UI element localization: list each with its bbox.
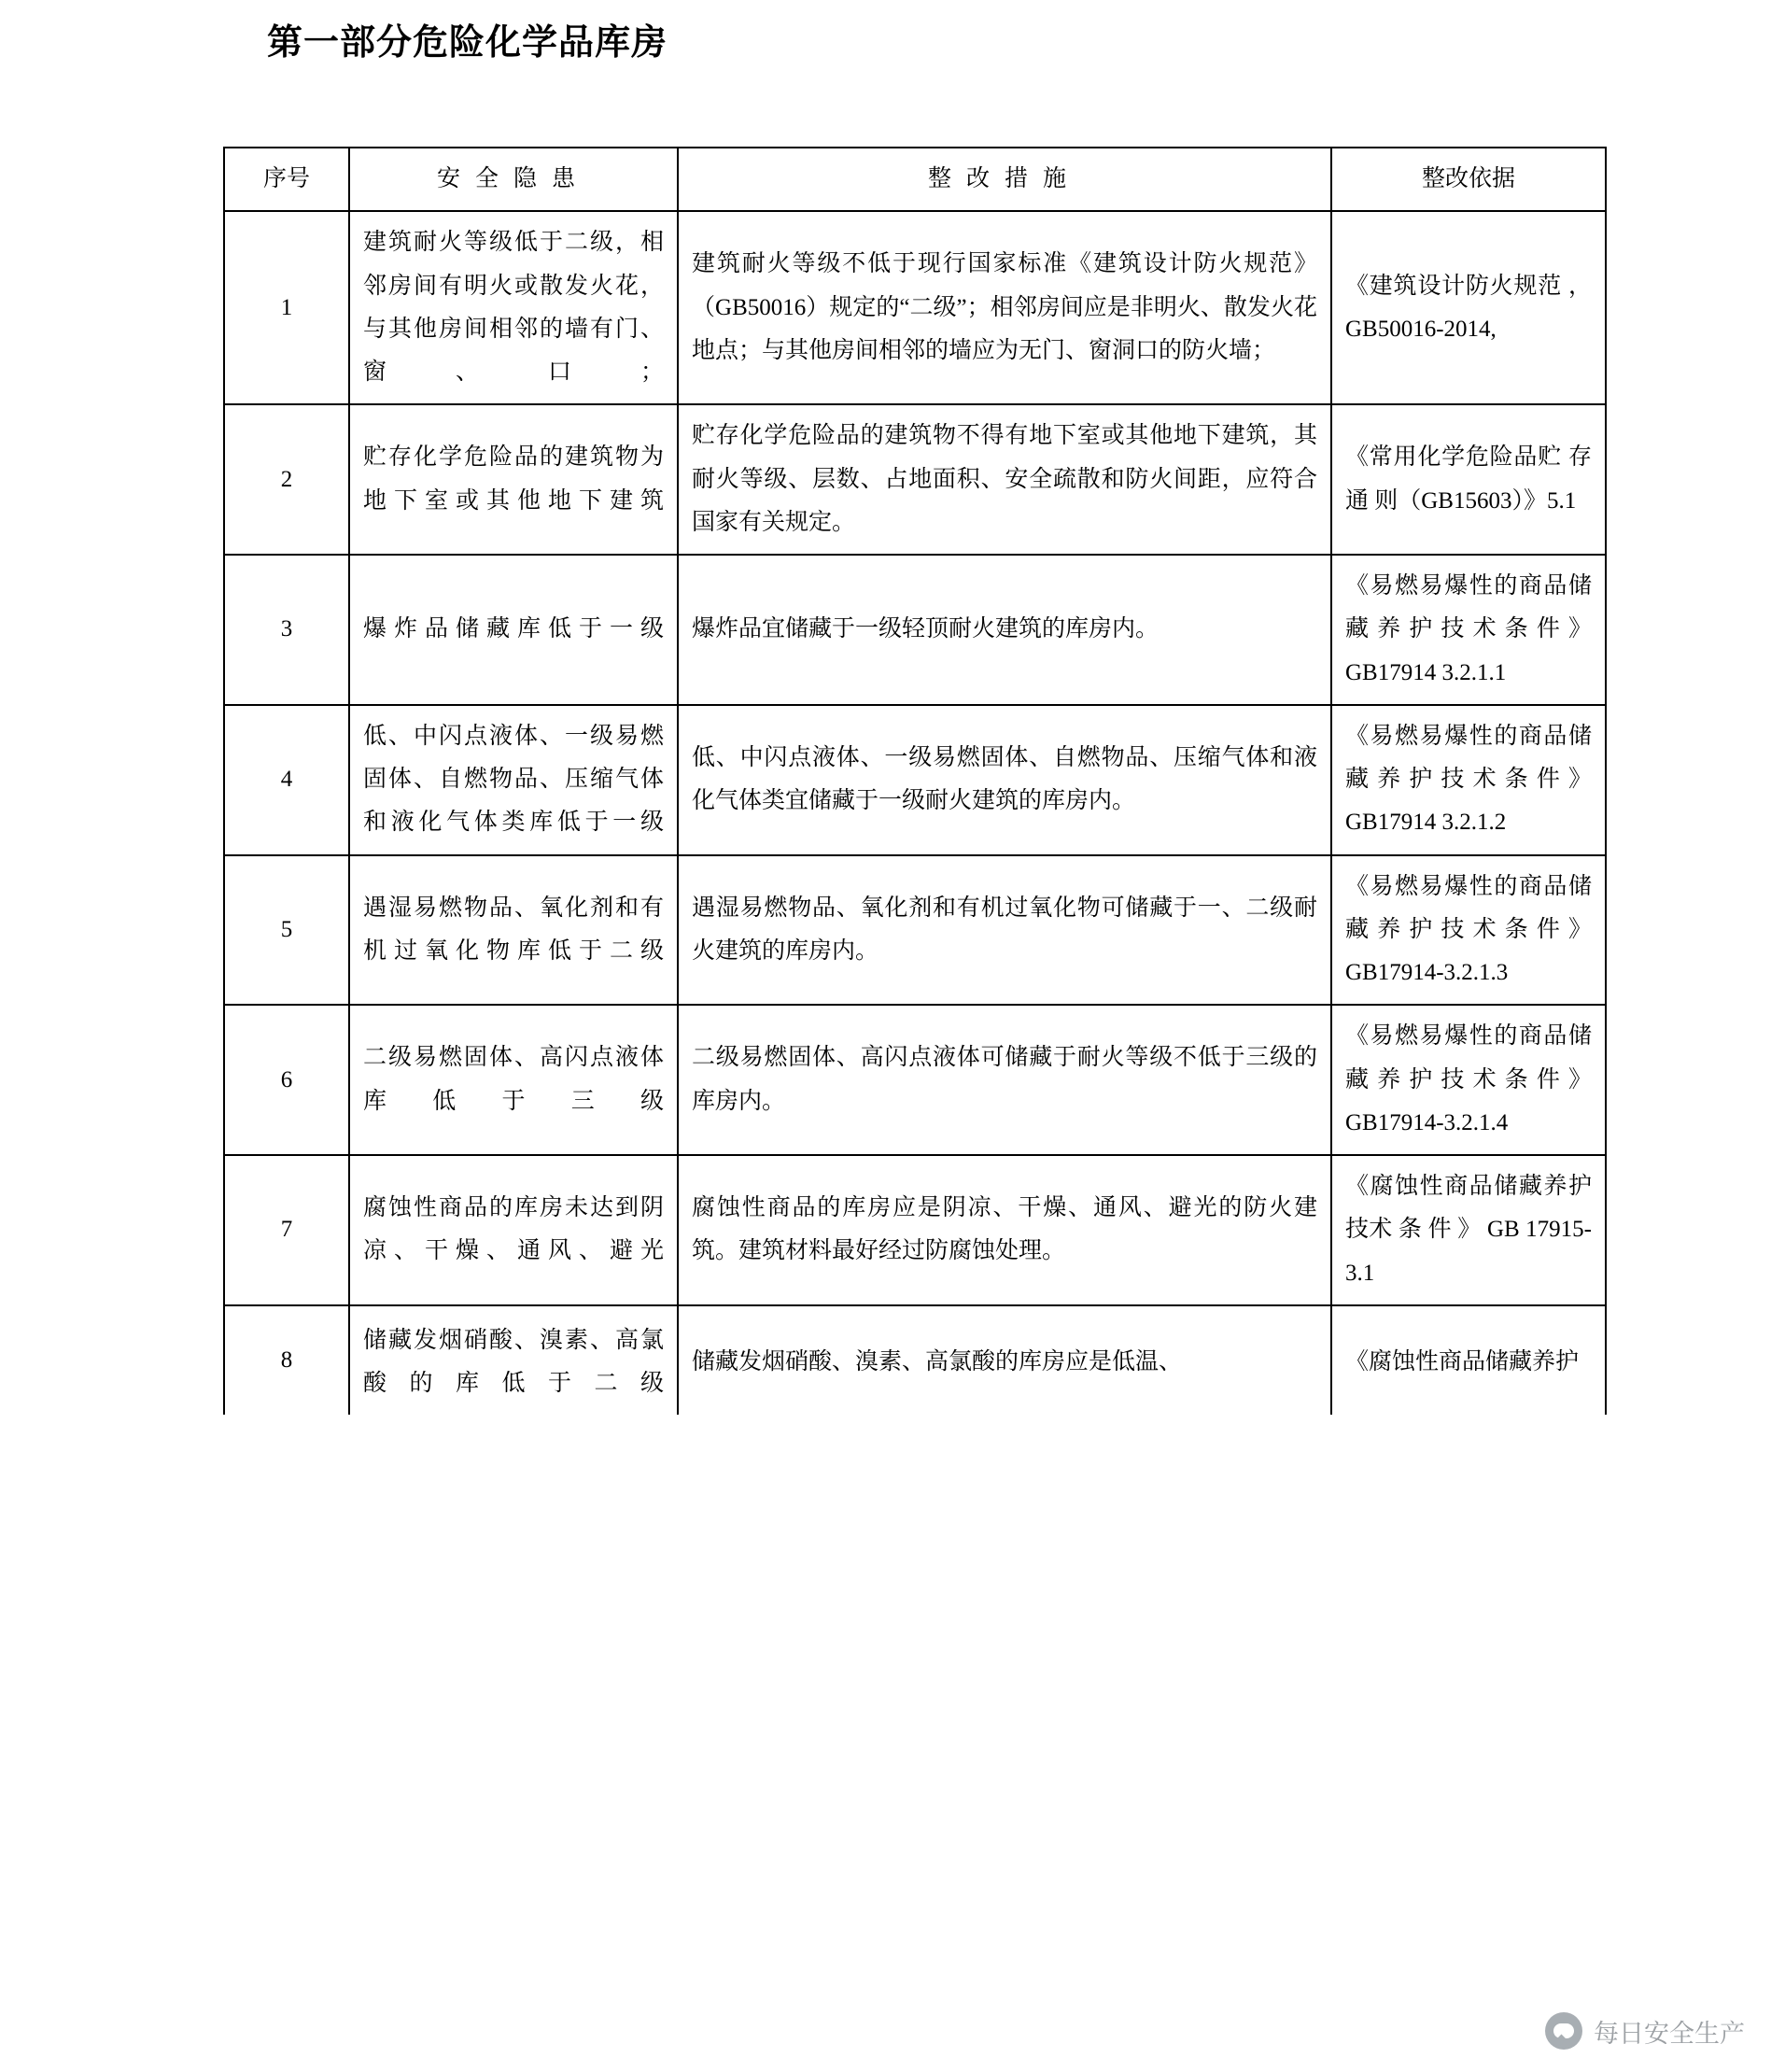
cell-basis: 《腐蚀性商品储藏养护技术 条 件 》 GB 17915-3.1 <box>1331 1155 1606 1305</box>
table-row <box>224 705 1606 855</box>
cell-hazard: 遇湿易燃物品、氧化剂和有机过氧化物库低于二级 <box>349 855 678 1006</box>
cell-num: 7 <box>224 1155 349 1305</box>
cell-measure: 建筑耐火等级不低于现行国家标准《建筑设计防火规范》（GB50016）规定的“二级”；相邻房间应是非明火、散发火花地点；与其他房间相邻的墙应为无门、窗洞口的防火墙； <box>678 211 1331 404</box>
cell-hazard: 二级易燃固体、高闪点液体库低于三级 <box>349 1005 678 1155</box>
cell-measure: 腐蚀性商品的库房应是阴凉、干燥、通风、避光的防火建筑。建筑材料最好经过防腐蚀处理。 <box>678 1155 1331 1305</box>
cell-num: 3 <box>224 555 349 705</box>
watermark-label: 每日安全生产 <box>1594 2019 1745 2048</box>
cell-num: 5 <box>224 855 349 1006</box>
cell-basis: 《易燃易爆性的商品储藏养护技术条件》GB17914 3.2.1.2 <box>1331 705 1606 855</box>
cell-measure: 低、中闪点液体、一级易燃固体、自燃物品、压缩气体和液化气体类宜储藏于一级耐火建筑的库房内。 <box>678 705 1331 855</box>
column-header-measure: 整改措施 <box>678 148 1331 211</box>
cell-measure: 储藏发烟硝酸、溴素、高氯酸的库房应是低温、 <box>678 1305 1331 1416</box>
cell-hazard: 爆炸品储藏库低于一级 <box>349 555 678 705</box>
column-header-num: 序号 <box>224 148 349 211</box>
page-title: 第一部分危险化学品库房 <box>267 23 668 63</box>
cell-num: 8 <box>224 1305 349 1416</box>
cell-basis: 《易燃易爆性的商品储藏养护技术条件》GB17914-3.2.1.4 <box>1331 1005 1606 1155</box>
table-row <box>224 404 1606 555</box>
table-row <box>224 211 1606 404</box>
table-row <box>224 555 1606 705</box>
cell-hazard: 贮存化学危险品的建筑物为地下室或其他地下建筑 <box>349 404 678 555</box>
cell-measure: 爆炸品宜储藏于一级轻顶耐火建筑的库房内。 <box>678 555 1331 705</box>
cell-measure: 贮存化学危险品的建筑物不得有地下室或其他地下建筑，其耐火等级、层数、占地面积、安全疏散和防火间距，应符合国家有关规定。 <box>678 404 1331 555</box>
cell-basis: 《易燃易爆性的商品储藏养护技术条件》GB17914 3.2.1.1 <box>1331 555 1606 705</box>
wechat-logo-icon <box>1545 2012 1582 2050</box>
column-header-basis: 整改依据 <box>1331 148 1606 211</box>
table-header <box>224 148 1606 211</box>
cell-basis: 《易燃易爆性的商品储藏养护技术条件》GB17914-3.2.1.3 <box>1331 855 1606 1006</box>
cell-num: 1 <box>224 211 349 404</box>
table-row <box>224 855 1606 1006</box>
table-header-row <box>224 148 1606 211</box>
cell-basis: 《建筑设计防火规范 ，GB50016-2014, <box>1331 211 1606 404</box>
cell-hazard: 腐蚀性商品的库房未达到阴凉、干燥、通风、避光 <box>349 1155 678 1305</box>
cell-hazard: 储藏发烟硝酸、溴素、高氯酸的库低于二级 <box>349 1305 678 1416</box>
cell-hazard: 低、中闪点液体、一级易燃固体、自燃物品、压缩气体和液化气体类库低于一级 <box>349 705 678 855</box>
cell-measure: 二级易燃固体、高闪点液体可储藏于耐火等级不低于三级的库房内。 <box>678 1005 1331 1155</box>
cell-basis: 《腐蚀性商品储藏养护 <box>1331 1305 1606 1416</box>
cell-num: 4 <box>224 705 349 855</box>
table-row <box>224 1005 1606 1155</box>
cell-basis: 《常用化学危险品贮 存 通 则（GB15603）》5.1 <box>1331 404 1606 555</box>
table-row <box>224 1305 1606 1416</box>
table-body <box>224 211 1606 1415</box>
column-header-hazard: 安全隐患 <box>349 148 678 211</box>
cell-hazard: 建筑耐火等级低于二级，相邻房间有明火或散发火花，与其他房间相邻的墙有门、窗、口； <box>349 211 678 404</box>
table-row <box>224 1155 1606 1305</box>
watermark <box>1545 2012 1745 2050</box>
hazard-rectification-table <box>223 147 1607 1415</box>
cell-num: 6 <box>224 1005 349 1155</box>
cell-num: 2 <box>224 404 349 555</box>
cell-measure: 遇湿易燃物品、氧化剂和有机过氧化物可储藏于一、二级耐火建筑的库房内。 <box>678 855 1331 1006</box>
